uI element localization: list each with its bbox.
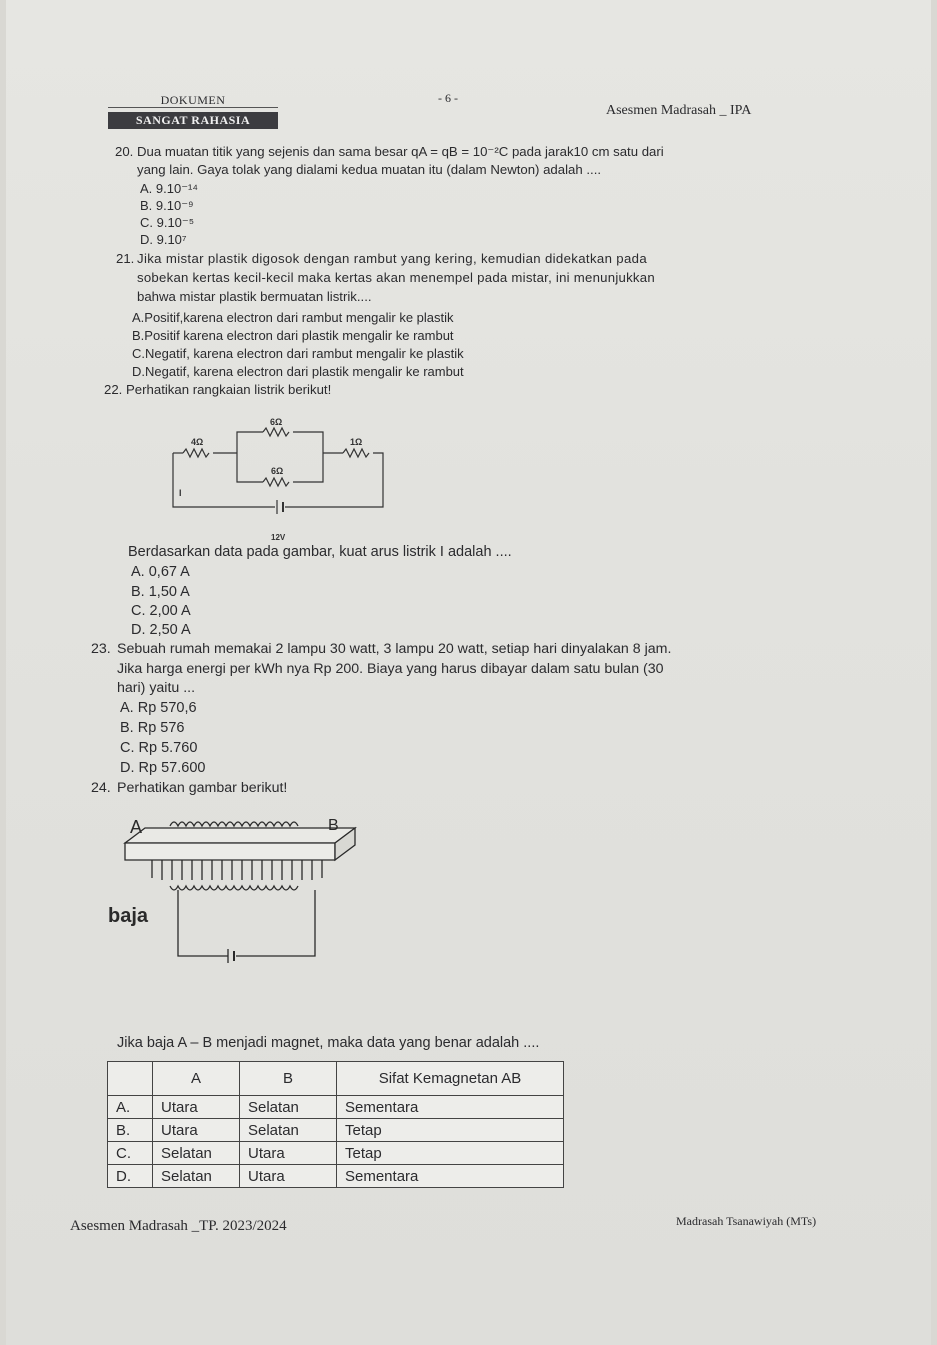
- table-header-cell: Sifat Kemagnetan AB: [337, 1062, 564, 1096]
- page-number: - 6 -: [438, 91, 458, 105]
- table-row: [108, 1096, 564, 1119]
- secret-label: SANGAT RAHASIA: [108, 112, 278, 129]
- q22-option-c: C. 2,00 A: [131, 603, 191, 619]
- table-cell: Sementara: [337, 1165, 564, 1188]
- q22-prompt: Berdasarkan data pada gambar, kuat arus listrik I adalah ....: [128, 544, 512, 560]
- table-header-cell: [108, 1062, 153, 1096]
- q23-number: 23.: [91, 641, 111, 657]
- table-cell: Sementara: [337, 1096, 564, 1119]
- exam-title: Asesmen Madrasah _ IPA: [606, 103, 752, 118]
- q24-number: 24.: [91, 780, 111, 796]
- q20-text-line: Dua muatan titik yang sejenis dan sama besar qA = qB = 10⁻²C pada jarak10 cm satu dari: [137, 144, 664, 159]
- table-row: [108, 1165, 564, 1188]
- q20-option-b: B. 9.10⁻⁹: [140, 198, 194, 213]
- table-cell: Selatan: [153, 1142, 240, 1165]
- table-cell: Utara: [240, 1165, 337, 1188]
- magnet-label-core: baja: [108, 905, 149, 927]
- q22-option-a: A. 0,67 A: [131, 564, 190, 580]
- table-cell: Tetap: [337, 1142, 564, 1165]
- q23-option-c: C. Rp 5.760: [120, 740, 198, 756]
- table-cell: Selatan: [240, 1096, 337, 1119]
- q21-text-line: Jika mistar plastik digosok dengan rambut yang kering, kemudian didekatkan pada: [137, 251, 648, 266]
- magnet-label-b: B: [328, 817, 339, 834]
- circuit-label-mid: 6Ω: [271, 466, 284, 476]
- q23-option-d: D. Rp 57.600: [120, 760, 206, 776]
- circuit-label-top: 6Ω: [270, 417, 283, 427]
- circuit-label-battery: 12V: [271, 533, 286, 542]
- table-cell: C.: [108, 1142, 153, 1165]
- q22-number: 22.: [104, 382, 123, 397]
- q21-option-a: A.Positif,karena electron dari rambut mengalir ke plastik: [132, 310, 454, 325]
- q23-text-line: Sebuah rumah memakai 2 lampu 30 watt, 3 lampu 20 watt, setiap hari dinyalakan 8 jam.: [117, 641, 672, 657]
- table-cell: D.: [108, 1165, 153, 1188]
- q20-option-c: C. 9.10⁻⁵: [140, 215, 195, 230]
- table-cell: Tetap: [337, 1119, 564, 1142]
- q22-text-line: Perhatikan rangkaian listrik berikut!: [126, 382, 332, 397]
- q22-option-d: D. 2,50 A: [131, 622, 191, 638]
- footer-left: Asesmen Madrasah _TP. 2023/2024: [70, 1218, 287, 1234]
- table-cell: B.: [108, 1119, 153, 1142]
- footer-right: Madrasah Tsanawiyah (MTs): [676, 1214, 817, 1228]
- q22-option-b: B. 1,50 A: [131, 584, 190, 600]
- q20-option-d: D. 9.10⁷: [140, 232, 187, 247]
- document-label: DOKUMEN: [108, 93, 278, 108]
- q23-text-line: Jika harga energi per kWh nya Rp 200. Biaya yang harus dibayar dalam satu bulan (30: [117, 661, 664, 677]
- circuit-label-right: 1Ω: [350, 437, 363, 447]
- table-header-cell: B: [240, 1062, 337, 1096]
- circuit-diagram: [165, 410, 395, 545]
- table-row: [108, 1142, 564, 1165]
- table-cell: Selatan: [153, 1165, 240, 1188]
- q23-option-b: B. Rp 576: [120, 720, 185, 736]
- table-row: [108, 1119, 564, 1142]
- q21-option-b: B.Positif karena electron dari plastik mengalir ke rambut: [132, 328, 454, 343]
- q23-text-line: hari) yaitu ...: [117, 680, 196, 696]
- q20-option-a: A. 9.10⁻¹⁴: [140, 181, 198, 196]
- table-cell: Utara: [240, 1142, 337, 1165]
- magnet-label-a: A: [130, 817, 143, 837]
- electromagnet-diagram: [100, 808, 370, 968]
- circuit-label-left: 4Ω: [191, 437, 204, 447]
- q20-text-line: yang lain. Gaya tolak yang dialami kedua muatan itu (dalam Newton) adalah ....: [137, 162, 602, 177]
- q21-option-d: D.Negatif, karena electron dari plastik mengalir ke rambut: [132, 364, 464, 379]
- q24-text-line: Perhatikan gambar berikut!: [117, 780, 288, 796]
- q24-prompt: Jika baja A – B menjadi magnet, maka data yang benar adalah ....: [117, 1035, 540, 1051]
- magnet-answer-table: [107, 1061, 564, 1188]
- table-cell: Utara: [153, 1096, 240, 1119]
- q21-text-line: sobekan kertas kecil-kecil maka kertas akan menempel pada mistar, ini menunjukkan: [137, 270, 655, 285]
- table-cell: Utara: [153, 1119, 240, 1142]
- q20-number: 20.: [115, 144, 134, 159]
- table-header-cell: A: [153, 1062, 240, 1096]
- q21-option-c: C.Negatif, karena electron dari rambut mengalir ke plastik: [132, 346, 464, 361]
- circuit-label-current: I: [179, 488, 182, 498]
- table-cell: Selatan: [240, 1119, 337, 1142]
- q21-number: 21.: [116, 251, 135, 266]
- table-cell: A.: [108, 1096, 153, 1119]
- q23-option-a: A. Rp 570,6: [120, 700, 197, 716]
- q21-text-line: bahwa mistar plastik bermuatan listrik....: [137, 289, 372, 304]
- table-header-row: [108, 1062, 564, 1096]
